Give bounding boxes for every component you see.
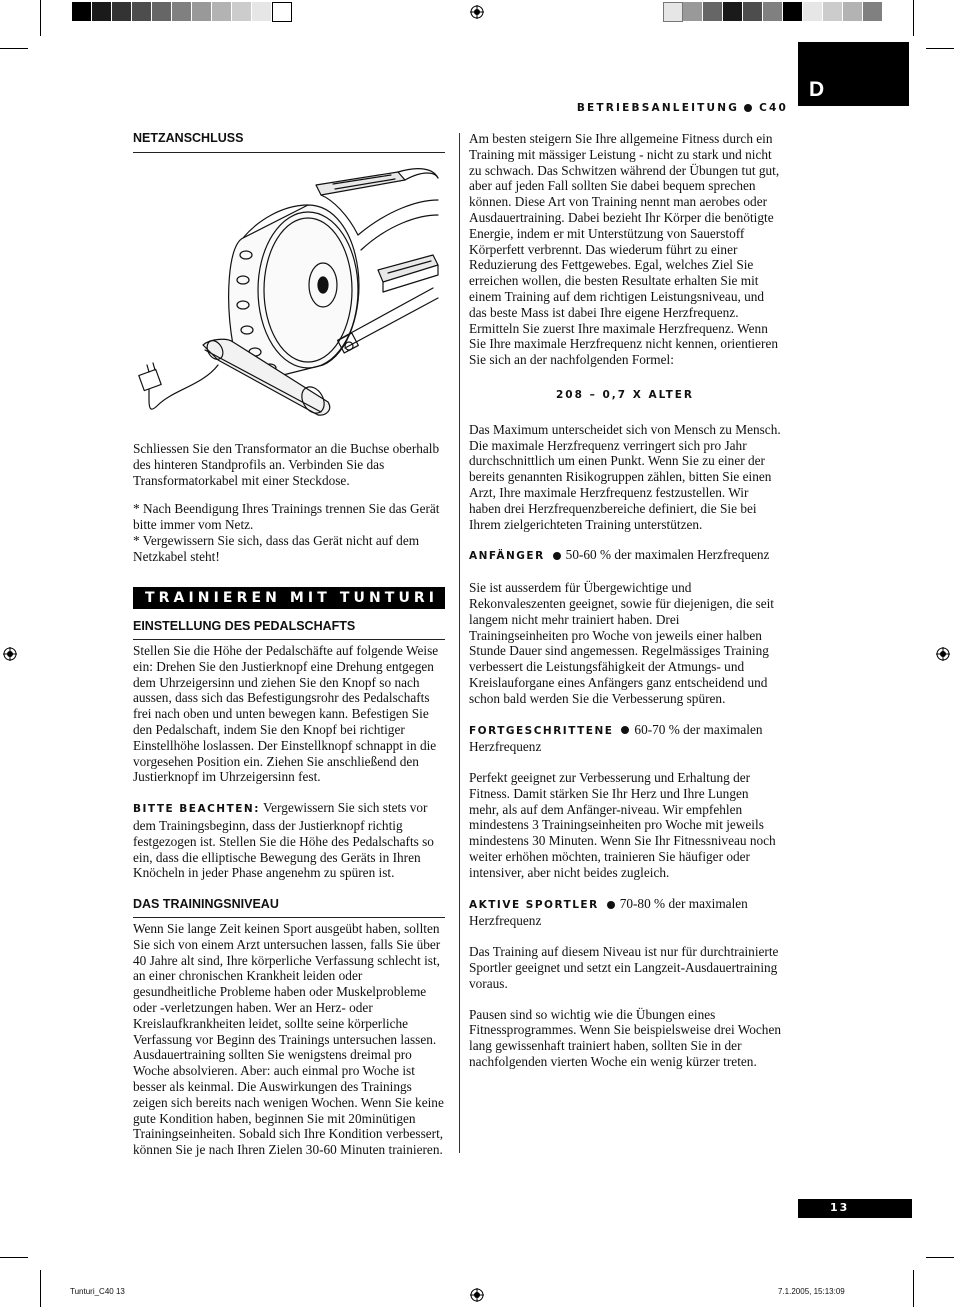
running-header [500, 102, 788, 114]
header-title: BETRIEBSANLEITUNG [576, 102, 740, 114]
crop-mark [40, 0, 41, 36]
section-banner [133, 587, 445, 609]
level-heading: DAS TRAININGSNIVEAU [133, 897, 279, 911]
registration-mark-icon [3, 647, 17, 661]
registration-mark-icon [936, 647, 950, 661]
level-advanced-label: FORTGESCHRITTENE [469, 724, 614, 737]
pedal-text: Stellen Sie die Höhe der Pedalschäfte auf folgende Weise ein: Drehen Sie den Justierknopf eine Drehung entgegen dem Uhrzeigersinn und ziehen Sie den Knopf so nach aussen, dass sich das Befestigungsrohr des Pedalschafts frei nach oben und unten bewegen kann. Befestigen Sie den Pedalschaft, indem Sie den Knopf bei richtiger Einstellhöhe loslassen. Der Einstellknopf schnappt in die vorgesehen Position ein. Ziehen Sie anschließend den Justierknopf im Uhrzeigersinn fest. [133, 643, 439, 785]
print-footer-timestamp: 7.1.2005, 15:13:09 [778, 1287, 845, 1296]
netz-heading: NETZANSCHLUSS [133, 131, 244, 145]
level-advanced [469, 722, 781, 756]
heading-rule [133, 917, 445, 918]
crop-mark [40, 1270, 41, 1307]
level-athletes-text: Das Training auf diesem Niveau ist nur für durchtrainierte Sportler geeignet und setzt ein Langzeit-Ausdauertraining voraus. [469, 944, 779, 991]
page-number-box [798, 1199, 912, 1218]
level-athletes [469, 896, 781, 930]
registration-mark-icon [470, 5, 484, 19]
note-power: * Nach Beendigung Ihres Trainings trennen Sie das Gerät bitte immer vom Netz. [133, 501, 440, 533]
max-text: Das Maximum unterscheidet sich von Mensch zu Mensch. Die maximale Herzfrequenz verringert sich pro Jahr durchschnittlich um einen Punkt. Wenn Sie zu einer der bereits genannten Risikogruppen zählen, bitten Sie einen Arzt, Ihre maximale Herzfrequenz festzustellen. Wir haben drei Herzfrequenzbereiche definiert, die Sie bei Ihrem zielgerichteten Training unterstützen. [469, 421, 781, 532]
level-text: Wenn Sie lange Zeit keinen Sport ausgeübt haben, sollten Sie sich von einem Arzt untersuchen lassen, falls Sie über 40 Jahre alt sind, Ihre körperliche Verfassung schlecht ist, an einer chronischen Krankheit leiden oder gesundheitliche Probleme haben oder Muskelprobleme oder -verletzungen haben. Wer an Herz- oder Kreislaufkrankheiten leidet, sollte seine körperliche Verfassung vor Beginn des Trainings untersuchen lassen. Ausdauertraining sollten Sie wenigstens dreimal pro Woche absolvieren. Aber: auch einmal pro Woche ist besser als keinmal. Die Auswirkungen des Trainings zeigen sich bereits nach wenigen Wochen. Wenn Sie keine gute Kondition haben, beginnen Sie mit 20minütigen Trainingseinheiten. Sobald sich Ihre Kondition verbessert, können Sie je nach Ihren Zielen 30-60 Minuten trainieren. [133, 921, 444, 1158]
level-athletes-label: AKTIVE SPORTLER [469, 898, 599, 911]
intro-text: Am besten steigern Sie Ihre allgemeine Fitness durch ein Training mit mässiger Leistung - nicht zu stark und nicht zu schwach. Das Schwitzen während der Übungen tut gut, aber auf jeden Fall sollten Sie dabei bequem sprechen können. Diese Art von Training nennt man aerobes oder Ausdauertraining. Dabei bezieht Ihr Körper die benötigte Energie, indem er mit Unterstützung von Sauerstoff Körperfett verbrennt. Das wiederum führt zu einer Reduzierung des Fettgewebes. Egal, welches Ziel Sie erreichen wollen, die besten Resultate erhalten Sie mit einem Training auf dem richtigen Leistungsniveau, und das beste Mass ist dabei Ihre eigene Herzfrequenz. Ermitteln Sie zuerst Ihre maximale Herzfrequenz. Wenn Sie Ihre maximale Herzfrequenz nicht kennen, orientieren Sie sich an der nachfolgenden Formel: [469, 131, 780, 368]
print-footer-file: Tunturi_C40 13 [70, 1287, 125, 1296]
header-model: C40 [759, 102, 788, 114]
netz-paragraph [133, 441, 445, 565]
language-tab-label: D [809, 78, 825, 101]
section-banner-title: TRAINIEREN MIT TUNTURI [145, 590, 439, 606]
language-tab [798, 42, 909, 106]
level-section [133, 921, 445, 1158]
note-label: BITTE BEACHTEN: [133, 803, 260, 816]
crop-mark [913, 1270, 914, 1307]
crop-mark [926, 1257, 954, 1258]
level-beginner-range: 50-60 % der maximalen Herzfrequenz [565, 547, 770, 563]
level-advanced-range: 60-70 % der maximalen Herzfrequenz [469, 721, 763, 755]
level-beginner-label: ANFÄNGER [469, 550, 545, 563]
crop-mark [0, 48, 28, 49]
level-advanced-text: Perfekt geeignet zur Verbesserung und Erhaltung der Fitness. Damit stärken Sie Ihr Herz und Ihre Lungen mehr, als auf dem Anfänger-niveau. Wir empfehlen mindestens 3 Trainingseinheiten pro Woche mit jeweils mindestens 30 Minuten. Wenn Sie Ihr Fitnessniveau noch weiter erhöhen möchten, trainieren Sie häufiger oder intensiver, aber nicht beides zugleich. [469, 770, 776, 880]
heading-rule [133, 152, 445, 153]
pedal-section [133, 643, 445, 881]
cross-trainer-illustration [133, 160, 445, 420]
note-text: Vergewissern Sie sich stets vor dem Trainingsbeginn, dass der Justierknopf richtig festgezogen ist. Stellen Sie die Höhe des Pedalschafts so ein, dass die elliptische Bewegung des Geräts in Ihren Knöcheln in jeder Phase angenehm zu spüren ist. [133, 800, 434, 881]
formula: 208 – 0,7 X ALTER [556, 388, 694, 401]
level-beginner-text: Sie ist ausserdem für Übergewichtige und Rekonvaleszenten geeignet, sowie für diejenigen, die seit langem nicht mehr trainiert haben. Drei Trainingseinheiten pro Woche von jeweils einer halben Stunde Dauer sind angemessen. Regelmässiges Training verbessert die Leistungsfähigkeit der Atmungs- und Kreislauforgane eines Anfängers ganz entscheidend und schon bald werden Sie die Verbesserung spüren. [469, 580, 774, 706]
right-column [469, 131, 781, 1070]
page-number: 13 [830, 1201, 850, 1214]
crop-mark [0, 1257, 28, 1258]
column-divider [459, 133, 460, 1153]
pause-text: Pausen sind so wichtig wie die Übungen eines Fitnessprogrammes. Wenn Sie beispielsweise drei Wochen lang gewissenhaft trainiert haben, sollten Sie in der nachfolgenden vierten Woche ein wenig kürzer treten. [469, 1006, 782, 1070]
crop-mark [913, 0, 914, 36]
heading-rule [133, 639, 445, 640]
registration-mark-icon [470, 1288, 484, 1302]
level-athletes-range: 70-80 % der maximalen Herzfrequenz [469, 895, 748, 929]
pedal-heading: EINSTELLUNG DES PEDALSCHAFTS [133, 619, 356, 633]
netz-text: Schliessen Sie den Transformator an die Buchse oberhalb des hinteren Standprofils an. Verbinden Sie das Transformatorkabel mit einer Steckdose. [133, 441, 440, 488]
level-beginner [469, 547, 781, 565]
note-cable: * Vergewissern Sie sich, dass das Gerät nicht auf dem Netzkabel steht! [133, 532, 420, 564]
crop-mark [926, 48, 954, 49]
